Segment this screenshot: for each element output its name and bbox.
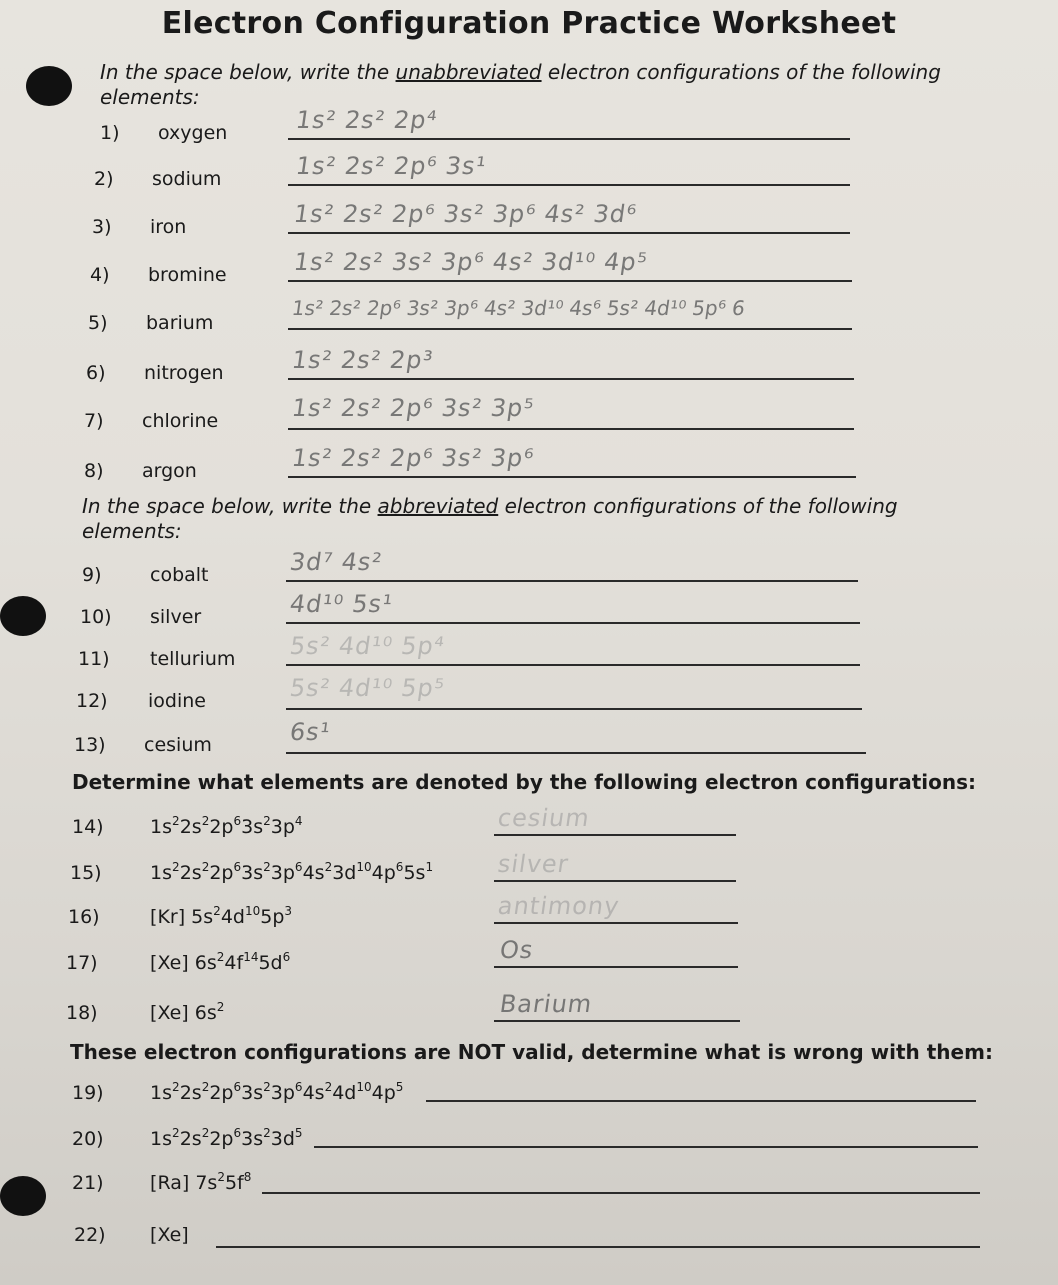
question-14: 14) $1s^22s^22p^63s^23p^4$ bbox=[72, 814, 303, 838]
answer-line-15[interactable] bbox=[494, 880, 736, 882]
question-17: 17) [Xe] $6s^24f^{14}5d^6$ bbox=[66, 950, 291, 974]
answer-line-10[interactable] bbox=[286, 622, 860, 624]
question-7: 7) chlorine bbox=[84, 410, 219, 432]
answer-line-19[interactable] bbox=[426, 1100, 976, 1102]
handwritten-answer-6: 1s² 2s² 2p³ bbox=[290, 346, 436, 374]
handwritten-answer-9: 3d⁷ 4s² bbox=[288, 548, 385, 576]
question-2: 2) sodium bbox=[94, 168, 222, 190]
config-19: $1s^22s^22p^63s^23p^64s^24d^{10}4p^5$ bbox=[150, 1080, 404, 1104]
config-17: [Xe] $6s^24f^{14}5d^6$ bbox=[150, 950, 291, 974]
handwritten-answer-8: 1s² 2s² 2p⁶ 3s² 3p⁶ bbox=[290, 444, 536, 472]
binder-hole bbox=[26, 66, 72, 106]
answer-line-2[interactable] bbox=[288, 184, 850, 186]
config-20: $1s^22s^22p^63s^23d^5$ bbox=[150, 1126, 303, 1150]
handwritten-answer-4: 1s² 2s² 3s² 3p⁶ 4s² 3d¹⁰ 4p⁵ bbox=[292, 248, 650, 276]
question-22: 22) [Xe] bbox=[74, 1224, 189, 1246]
config-14: $1s^22s^22p^63s^23p^4$ bbox=[150, 814, 303, 838]
question-16: 16) [Kr] $5s^24d^{10}5p^3$ bbox=[68, 904, 293, 928]
answer-line-20[interactable] bbox=[314, 1146, 978, 1148]
handwritten-answer-12: 5s² 4d¹⁰ 5p⁵ bbox=[288, 674, 447, 702]
answer-line-3[interactable] bbox=[288, 232, 850, 234]
config-15: $1s^22s^22p^63s^23p^64s^23d^{10}4p^65s^1$ bbox=[150, 860, 434, 884]
answer-line-6[interactable] bbox=[288, 378, 854, 380]
question-3: 3) iron bbox=[92, 216, 187, 238]
handwritten-answer-7: 1s² 2s² 2p⁶ 3s² 3p⁵ bbox=[290, 394, 536, 422]
worksheet-title: Electron Configuration Practice Worksheet bbox=[161, 6, 897, 41]
answer-line-17[interactable] bbox=[494, 966, 738, 968]
answer-line-16[interactable] bbox=[494, 922, 738, 924]
handwritten-answer-13: 6s¹ bbox=[288, 718, 333, 746]
answer-line-5[interactable] bbox=[288, 328, 852, 330]
handwritten-answer-11: 5s² 4d¹⁰ 5p⁴ bbox=[288, 632, 447, 660]
answer-line-8[interactable] bbox=[288, 476, 856, 478]
question-8: 8) argon bbox=[84, 460, 197, 482]
handwritten-answer-3: 1s² 2s² 2p⁶ 3s² 3p⁶ 4s² 3d⁶ bbox=[292, 200, 639, 228]
question-5: 5) barium bbox=[88, 312, 214, 334]
section1-instruction: In the space below, write the unabbreviated electron configurations of the following elements: bbox=[100, 60, 941, 109]
section4-heading: These electron configurations are NOT valid, determine what is wrong with them: bbox=[70, 1040, 993, 1064]
answer-line-11[interactable] bbox=[286, 664, 860, 666]
handwritten-answer-17: Os bbox=[498, 936, 536, 964]
answer-line-1[interactable] bbox=[288, 138, 850, 140]
section2-instruction: In the space below, write the abbreviated electron configurations of the following elements: bbox=[82, 494, 898, 543]
answer-line-22[interactable] bbox=[216, 1246, 980, 1248]
question-18: 18) [Xe] $6s^2$ bbox=[66, 1000, 225, 1024]
handwritten-answer-2: 1s² 2s² 2p⁶ 3s¹ bbox=[294, 152, 489, 180]
question-4: 4) bromine bbox=[90, 264, 227, 286]
answer-line-9[interactable] bbox=[286, 580, 858, 582]
question-12: 12) iodine bbox=[76, 690, 206, 712]
question-1: 1) oxygen bbox=[100, 122, 228, 144]
answer-line-13[interactable] bbox=[286, 752, 866, 754]
question-15: 15) $1s^22s^22p^63s^23p^64s^23d^{10}4p^65s^1$ bbox=[70, 860, 434, 884]
answer-line-7[interactable] bbox=[288, 428, 854, 430]
question-20: 20) $1s^22s^22p^63s^23d^5$ bbox=[72, 1126, 303, 1150]
handwritten-answer-5: 1s² 2s² 2p⁶ 3s² 3p⁶ 4s² 3d¹⁰ 4s⁶ 5s² 4d¹⁰ 5p⁶ 6 bbox=[290, 296, 747, 320]
config-18: [Xe] $6s^2$ bbox=[150, 1000, 225, 1024]
section3-heading: Determine what elements are denoted by the following electron configurations: bbox=[72, 770, 977, 794]
binder-hole bbox=[0, 1176, 46, 1216]
handwritten-answer-16: antimony bbox=[496, 892, 622, 920]
handwritten-answer-18: Barium bbox=[498, 990, 595, 1018]
handwritten-answer-10: 4d¹⁰ 5s¹ bbox=[288, 590, 395, 618]
question-11: 11) tellurium bbox=[78, 648, 236, 670]
binder-hole bbox=[0, 596, 46, 636]
config-21: [Ra] $7s^25f^8$ bbox=[150, 1170, 252, 1194]
question-21: 21) [Ra] $7s^25f^8$ bbox=[72, 1170, 252, 1194]
handwritten-answer-14: cesium bbox=[496, 804, 592, 832]
answer-line-12[interactable] bbox=[286, 708, 862, 710]
question-13: 13) cesium bbox=[74, 734, 212, 756]
answer-line-14[interactable] bbox=[494, 834, 736, 836]
question-10: 10) silver bbox=[80, 606, 202, 628]
question-9: 9) cobalt bbox=[82, 564, 209, 586]
answer-line-4[interactable] bbox=[288, 280, 852, 282]
config-16: [Kr] $5s^24d^{10}5p^3$ bbox=[150, 904, 293, 928]
handwritten-answer-1: 1s² 2s² 2p⁴ bbox=[294, 106, 440, 134]
config-22: [Xe] bbox=[150, 1224, 189, 1246]
question-19: 19) $1s^22s^22p^63s^23p^64s^24d^{10}4p^5$ bbox=[72, 1080, 404, 1104]
question-6: 6) nitrogen bbox=[86, 362, 224, 384]
handwritten-answer-15: silver bbox=[496, 850, 571, 878]
answer-line-21[interactable] bbox=[262, 1192, 980, 1194]
answer-line-18[interactable] bbox=[494, 1020, 740, 1022]
